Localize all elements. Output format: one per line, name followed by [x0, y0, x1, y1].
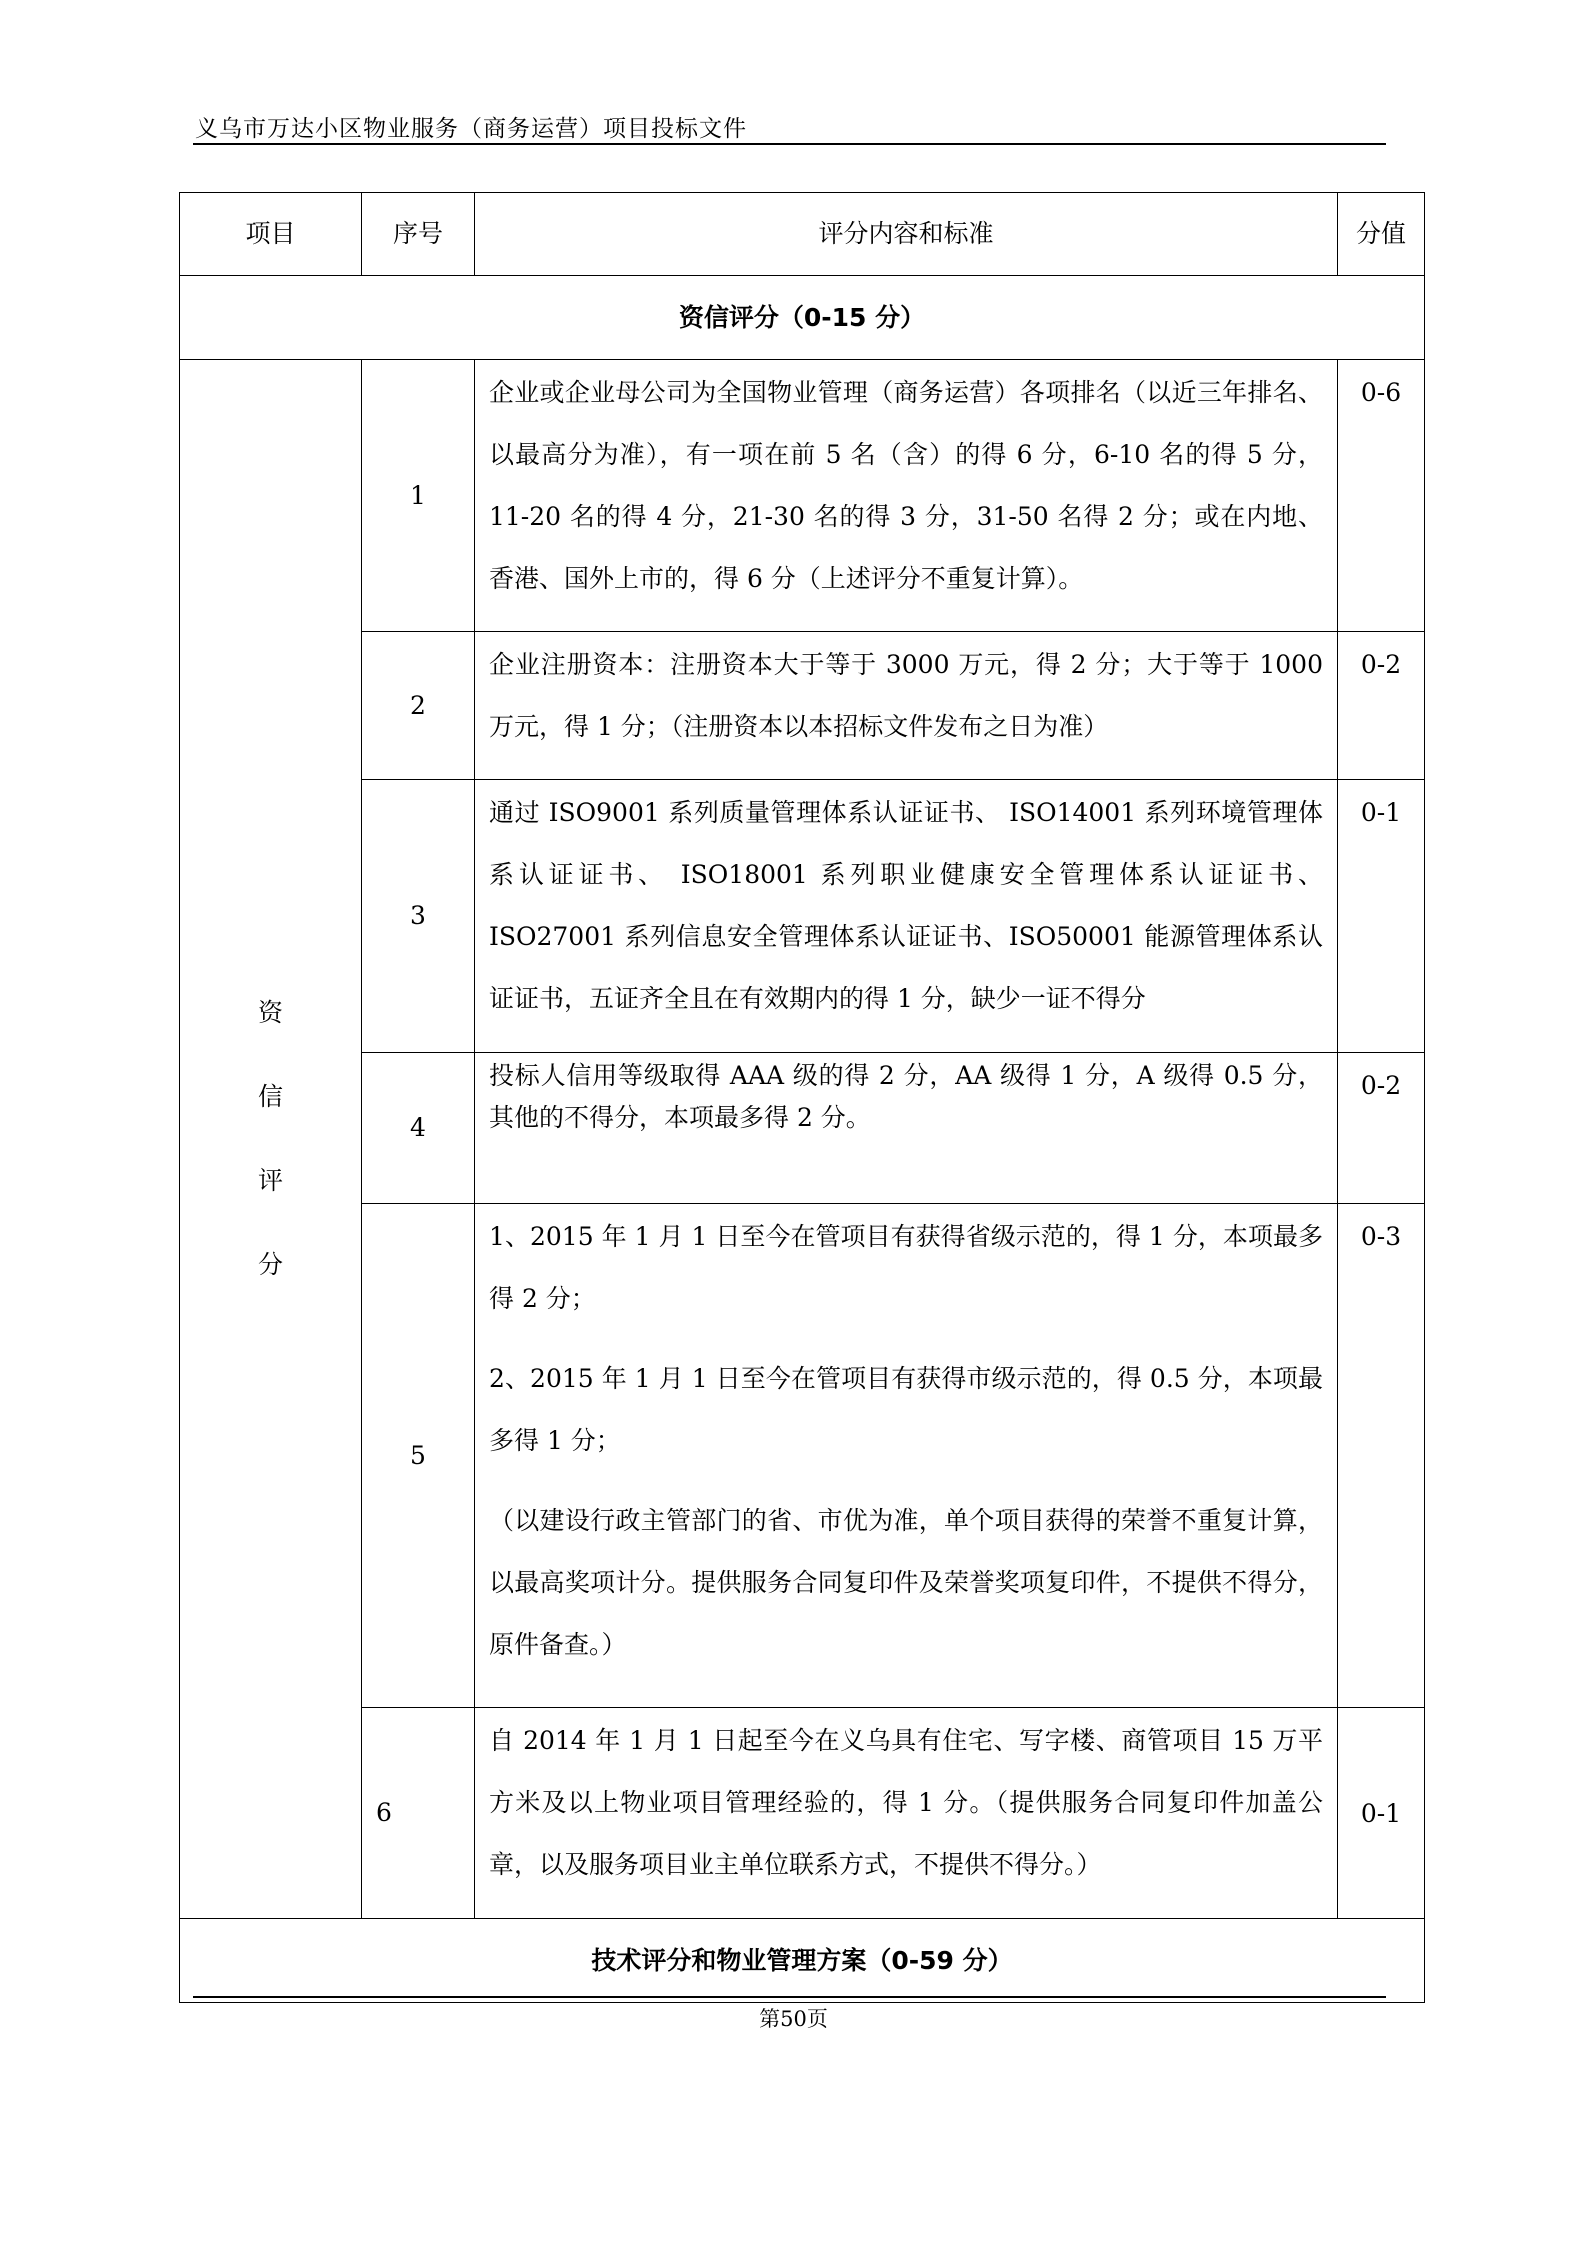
row-paragraph: 2、2015 年 1 月 1 日至今在管项目有获得市级示范的，得 0.5 分，本项最多得 1 分；: [489, 1364, 1323, 1455]
row-paragraph: 自 2014 年 1 月 1 日起至今在义乌具有住宅、写字楼、商管项目 15 万平方米及以上物业项目管理经验的，得 1 分。（提供服务合同复印件加盖公章，以及服务项目业主单位联系方式，不提供不得分。）: [489, 1726, 1323, 1879]
document-header-title: 义乌市万达小区物业服务（商务运营）项目投标文件: [195, 116, 747, 142]
section-credit-title: 资信评分（0-15 分）: [180, 276, 1425, 360]
row-content: [475, 780, 1338, 1053]
row-seq: 3: [362, 780, 475, 1053]
table-row: [180, 1053, 1425, 1204]
row-paragraph: （以建设行政主管部门的省、市优为准，单个项目获得的荣誉不重复计算，以最高奖项计分。提供服务合同复印件及荣誉奖项复印件，不提供不得分，原件备查。）: [489, 1506, 1323, 1659]
section-row-tech: [180, 1919, 1425, 2003]
table-row: [180, 632, 1425, 780]
row-paragraph: 企业注册资本：注册资本大于等于 3000 万元，得 2 分；大于等于 1000 万元，得 1 分；（注册资本以本招标文件发布之日为准）: [489, 650, 1323, 741]
item-label-char: 分: [257, 1250, 283, 1279]
row-score: 0-3: [1338, 1204, 1425, 1708]
header-score: 分值: [1338, 193, 1425, 276]
scoring-table: [179, 192, 1425, 2003]
row-content: [475, 1053, 1338, 1204]
table-row: [180, 1708, 1425, 1919]
row-paragraph: 投标人信用等级取得 AAA 级的得 2 分，AA 级得 1 分，A 级得 0.5 分，其他的不得分，本项最多得 2 分。: [489, 1061, 1323, 1132]
row-score: 0-1: [1338, 780, 1425, 1053]
row-content: [475, 1204, 1338, 1708]
header-seq: 序号: [362, 193, 475, 276]
row-seq: 1: [362, 360, 475, 632]
row-content: [475, 360, 1338, 632]
section-row-credit: [180, 276, 1425, 360]
section-tech-title: 技术评分和物业管理方案（0-59 分）: [180, 1919, 1425, 2003]
footer-rule: [193, 1996, 1386, 1998]
row-seq: 2: [362, 632, 475, 780]
table-row: [180, 1204, 1425, 1708]
row-seq: 6: [362, 1708, 475, 1919]
row-score: 0-1: [1338, 1708, 1425, 1919]
item-label-char: 评: [257, 1166, 283, 1195]
header-content: 评分内容和标准: [475, 193, 1338, 276]
item-label-credit: [180, 360, 362, 1919]
header-rule: [193, 143, 1386, 145]
table-row: [180, 780, 1425, 1053]
header-item: 项目: [180, 193, 362, 276]
row-paragraph: 通过 ISO9001 系列质量管理体系认证证书、 ISO14001 系列环境管理体系认证证书、 ISO18001 系列职业健康安全管理体系认证证书、ISO27001 系列信息安全管理体系认证证书、ISO50001 能源管理体系认证证书，五证齐全且在有效期内的得 1 分，缺少一证不得分: [489, 798, 1323, 1013]
row-paragraph: 1、2015 年 1 月 1 日至今在管项目有获得省级示范的，得 1 分，本项最多得 2 分；: [489, 1222, 1323, 1313]
row-score: 0-2: [1338, 632, 1425, 780]
table-header-row: [180, 193, 1425, 276]
item-label-char: 资: [257, 998, 283, 1027]
row-seq: 4: [362, 1053, 475, 1204]
row-seq: 5: [362, 1204, 475, 1708]
table-row: [180, 360, 1425, 632]
row-score: 0-2: [1338, 1053, 1425, 1204]
row-content: [475, 632, 1338, 780]
row-content: [475, 1708, 1338, 1919]
page-number: 第50页: [759, 2007, 828, 2031]
row-paragraph: 企业或企业母公司为全国物业管理（商务运营）各项排名（以近三年排名、以最高分为准），有一项在前 5 名（含）的得 6 分，6-10 名的得 5 分，11-20 名的得 4 分，21-30 名的得 3 分，31-50 名得 2 分；或在内地、香港、国外上市的，得 6 分（上述评分不重复计算）。: [489, 378, 1323, 593]
row-score: 0-6: [1338, 360, 1425, 632]
item-label-char: 信: [257, 1082, 283, 1111]
